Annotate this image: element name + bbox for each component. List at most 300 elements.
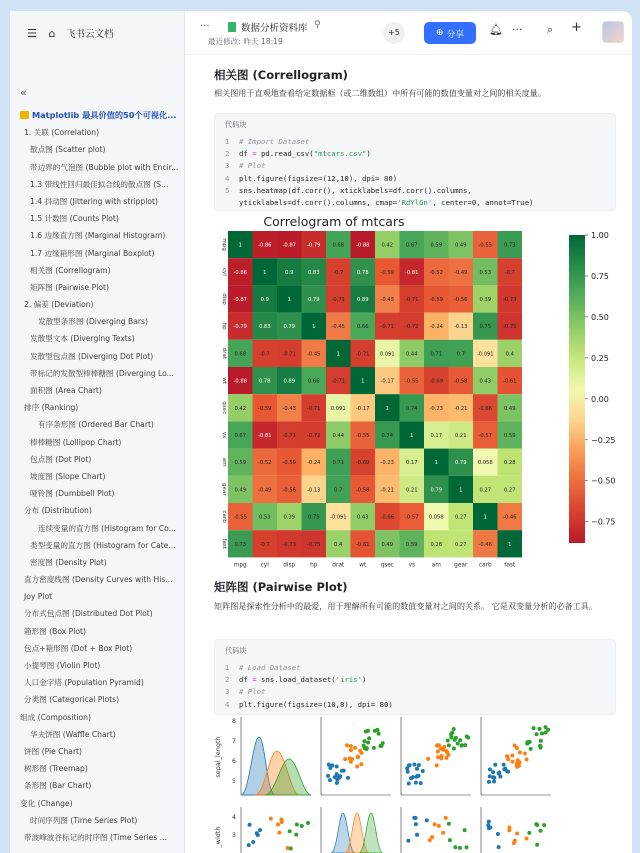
cell-label: -0.71 (356, 351, 370, 358)
cell-label: 0.71 (430, 351, 443, 358)
cell-label: 0.49 (234, 487, 247, 494)
scatter-point (377, 732, 381, 736)
outline-item[interactable] (10, 210, 185, 227)
cell-label: 0.4 (505, 351, 514, 358)
cell-label: 0.74 (381, 433, 394, 439)
cell-label: 0.17 (405, 460, 418, 467)
scatter-point (492, 776, 496, 780)
cell-label: 1 (263, 269, 267, 276)
scatter-point (453, 845, 457, 849)
cell-label: -0.21 (454, 405, 468, 412)
bell-icon[interactable]: 🔔︎ (489, 23, 503, 36)
outline-item-label: 树形图 (Treemap) (24, 764, 88, 774)
code-token: = (247, 675, 261, 685)
scatter-point (349, 748, 353, 752)
cell-label: -0.75 (503, 324, 517, 331)
cell-label: -0.87 (233, 297, 247, 303)
scatter-point (294, 833, 298, 837)
outline-item-label: 面积图 (Area Chart) (30, 386, 102, 395)
more-options-icon[interactable]: ··· (512, 23, 523, 36)
scatter-point (441, 831, 445, 835)
scatter-point (348, 756, 352, 760)
outline-item-label: 1. 关联 (Correlation) (24, 128, 100, 138)
cell-label: 0.78 (356, 269, 369, 276)
cell-label: -0.66 (380, 514, 394, 521)
cell-label: -0.23 (380, 460, 394, 467)
scatter-point (349, 744, 353, 748)
scatter-point (488, 767, 492, 771)
cell-label: 0.27 (454, 541, 467, 548)
cell-label: 0.53 (479, 269, 492, 276)
code-token: sns.heatmap(df.corr(), xticklabels=df.corr().columns, (239, 185, 472, 195)
cell-label: 0.49 (503, 405, 516, 412)
sidebar (10, 11, 185, 853)
outline-item[interactable] (10, 365, 185, 382)
outline-item[interactable] (10, 245, 185, 262)
scatter-point (505, 754, 509, 758)
outline-item[interactable] (10, 502, 185, 519)
cell-label: -0.52 (429, 269, 443, 276)
cell-label: -0.81 (258, 433, 272, 439)
colorbar-tick-label: 0.50 (591, 312, 609, 322)
cell-label: -0.17 (356, 405, 370, 412)
x-tick-label: vs (408, 562, 415, 569)
outline-item-label: 小提琴图 (Violin Plot) (24, 661, 101, 670)
scatter-point (326, 774, 330, 778)
doc-title[interactable]: 数据分析资料库 (241, 23, 308, 34)
x-tick-label: fast (504, 562, 516, 569)
y-tick-label: hp (221, 322, 227, 330)
outline-item[interactable] (10, 588, 185, 605)
scatter-point (436, 755, 440, 759)
code-block-correllogram[interactable] (214, 113, 616, 211)
outline-item[interactable] (10, 812, 185, 829)
cell-label: -0.61 (503, 378, 517, 385)
cell-label: 0.73 (234, 541, 247, 548)
scatter-point (539, 829, 543, 833)
outline-item-label: 带波峰波谷标记的时序图 (Time Series ... (24, 832, 167, 842)
cell-label: 0.21 (405, 487, 418, 494)
scatter-point (338, 774, 342, 778)
cell-label: 0.091 (330, 405, 346, 412)
outline-item-label: 1.4 抖动图 (Jittering with stripplot) (30, 196, 158, 206)
scatter-point (437, 824, 441, 828)
scatter-point (414, 822, 418, 826)
outline-item[interactable] (10, 416, 185, 433)
outline-item[interactable] (10, 399, 185, 416)
scatter-point (276, 823, 280, 827)
add-icon[interactable]: + (571, 20, 582, 35)
outline-item[interactable] (10, 760, 185, 777)
scatter-point (518, 750, 522, 754)
cell-label: 0.68 (332, 242, 345, 249)
avatar[interactable] (602, 21, 624, 43)
scatter-point (373, 729, 377, 733)
outline-item[interactable] (10, 348, 185, 365)
scatter-point (406, 839, 410, 843)
cell-label: -0.66 (478, 405, 492, 412)
scatter-point (497, 845, 501, 849)
outline-item-label: 人口金字塔 (Population Pyramid) (24, 678, 144, 688)
y-tick-label: qsec (221, 401, 227, 415)
code-token: "mtcars.csv" (313, 149, 367, 159)
outline-item-label: 分布 (Distribution) (24, 506, 92, 516)
outline-item-label: Joy Plot (24, 592, 53, 602)
cell-label: -0.23 (429, 405, 443, 412)
outline-item[interactable] (10, 159, 185, 176)
code-block-pairwise[interactable] (214, 639, 616, 715)
scatter-point (277, 831, 281, 835)
outline-root[interactable] (10, 107, 185, 124)
outline-item[interactable] (10, 313, 185, 330)
scatter-point (452, 727, 456, 731)
line-number: 4 (225, 699, 230, 709)
y-tick-label: 5 (232, 778, 236, 785)
cell-label: 0.67 (405, 242, 418, 249)
cell-label: -0.49 (454, 269, 468, 276)
code-token: pd.read_csv( (260, 149, 314, 159)
scatter-point (534, 822, 538, 826)
y-tick-label: 7 (232, 738, 236, 745)
outline-item[interactable] (10, 571, 185, 588)
scatter-point (335, 773, 339, 777)
x-tick-label: am (431, 562, 441, 569)
y-tick-label: 6 (232, 758, 236, 765)
section-heading-correllogram: 相关图 (Correllogram) (214, 68, 348, 82)
cell-label: -0.86 (258, 242, 272, 249)
outline-item[interactable] (10, 520, 185, 537)
colorbar-tick-label: 0.75 (591, 271, 609, 281)
doc-outline (10, 107, 185, 846)
outline-item[interactable] (10, 468, 185, 485)
cell-label: 0.89 (283, 378, 296, 385)
scatter-point (515, 832, 519, 836)
scatter-point (498, 775, 502, 779)
scatter-point (525, 757, 529, 761)
outline-item[interactable] (10, 124, 185, 141)
cell-label: -0.86 (233, 269, 247, 276)
scatter-point (415, 767, 419, 771)
code-token: # Plot (239, 161, 266, 171)
colorbar-tick-label: −0.75 (591, 517, 616, 527)
colorbar-tick-label: −0.50 (591, 476, 616, 486)
code-block-title: 代码块 (225, 120, 247, 129)
code-line (225, 173, 605, 185)
last-modified: 最近修改: 昨天 18:19 (208, 37, 283, 46)
scatter-point (426, 757, 430, 761)
outline-item[interactable] (10, 382, 185, 399)
cell-label: -0.21 (380, 487, 394, 494)
scatter-point (465, 734, 469, 738)
scatter-point (355, 764, 359, 768)
cell-label: 0.67 (234, 433, 247, 439)
scatter-point (510, 760, 514, 764)
pin-icon[interactable]: ⚲ (314, 20, 321, 30)
cell-label: -0.7 (259, 541, 270, 548)
y-tick-label: cyl (221, 267, 227, 276)
outline-item-label: 分类图 (Categorical Plots) (24, 695, 120, 705)
cell-label: 0.83 (258, 324, 271, 331)
cell-label: 0.49 (381, 541, 394, 548)
code-token: ) (366, 149, 371, 159)
scatter-point (359, 762, 363, 766)
code-token: # Load Dataset (239, 663, 301, 672)
outline-item[interactable] (10, 262, 185, 279)
colorbar-tick-label: 1.00 (591, 231, 609, 240)
scatter-point (258, 828, 262, 832)
scatter-point (414, 816, 418, 820)
outline-item[interactable] (10, 640, 185, 657)
cell-label: 1 (508, 541, 512, 548)
cell-label: 1 (483, 514, 487, 521)
scatter-point (525, 837, 529, 841)
share-button[interactable] (424, 22, 476, 44)
scatter-point (503, 767, 507, 771)
outline-item[interactable] (10, 141, 185, 158)
scatter-point (328, 778, 332, 782)
cell-label: 0.27 (503, 487, 516, 494)
scatter-point (463, 743, 467, 747)
scatter-point (532, 726, 536, 730)
scatter-point (538, 727, 542, 731)
cell-label: 0.75 (479, 324, 492, 331)
y-tick-label: gear (221, 483, 227, 496)
scatter-point (356, 755, 360, 759)
scatter-point (454, 736, 458, 740)
outline-item-label: 相关图 (Correllogram) (30, 265, 111, 275)
code-line (225, 160, 605, 172)
outline-item[interactable] (10, 777, 185, 794)
outline-item[interactable] (10, 193, 185, 210)
scatter-point (515, 765, 519, 769)
scatter-point (406, 770, 410, 774)
outline-item[interactable] (10, 537, 185, 554)
more-breadcrumb-icon[interactable]: ··· (200, 21, 210, 32)
cell-label: -0.46 (503, 514, 517, 521)
outline-item-label: 排序 (Ranking) (24, 403, 79, 413)
cell-label: 0.39 (479, 297, 492, 303)
outline-item-label: 变化 (Change) (20, 798, 73, 808)
outline-item-label: 分布式包点图 (Distributed Dot Plot) (24, 609, 153, 619)
scatter-point (415, 833, 419, 837)
scatter-point (436, 750, 440, 754)
app-window (10, 11, 632, 853)
cell-label: -0.88 (233, 378, 247, 385)
outline-item[interactable] (10, 485, 185, 502)
scatter-point (488, 826, 492, 830)
cell-label: 0.28 (430, 541, 443, 548)
outline-item-label: 矩阵图 (Pairwise Plot) (30, 282, 109, 292)
cell-label: -0.59 (258, 405, 272, 412)
cell-label: 0.43 (479, 378, 492, 385)
chart-title: Correlogram of mtcars (263, 214, 405, 229)
collapse-sidebar-icon[interactable]: « (20, 86, 27, 99)
outline-item[interactable] (10, 279, 185, 296)
scatter-point (444, 749, 448, 753)
cell-label: -0.55 (233, 514, 247, 521)
cell-label: -0.69 (429, 378, 443, 385)
line-number: 2 (225, 149, 230, 159)
y-tick-label: drat (221, 347, 227, 360)
outline-item[interactable] (10, 434, 185, 451)
outline-item[interactable] (10, 623, 185, 640)
y-tick-label: 8 (232, 718, 236, 725)
outline-item[interactable] (10, 176, 185, 193)
line-number: 4 (225, 173, 230, 183)
cell-label: -0.59 (429, 297, 443, 303)
x-tick-label: wt (359, 562, 367, 569)
outline-item-label: 1.6 边缘直方图 (Marginal Histogram) (30, 231, 166, 241)
outline-item[interactable] (10, 829, 185, 846)
section-desc-correllogram: 相关图用于直观地查看给定数据框（或二维数组）中所有可能的数值变量对之间的相关度量。 (214, 88, 546, 98)
scatter-point (346, 776, 350, 780)
outline-item[interactable] (10, 795, 185, 812)
scatter-point (269, 817, 273, 821)
code-token: plt.figure(figsize=(10,8), dpi= 80) (239, 699, 393, 709)
home-icon[interactable]: ⌂ (48, 26, 56, 40)
line-number: 2 (225, 675, 230, 685)
cell-label: 0.75 (307, 514, 320, 521)
outline-item[interactable] (10, 451, 185, 468)
scatter-point (343, 757, 347, 761)
sidebar-header (10, 11, 184, 55)
cell-label: 0.83 (307, 269, 320, 276)
outline-item-label: 散点图 (Scatter plot) (30, 145, 106, 155)
cell-label: 1 (361, 378, 365, 385)
outline-item[interactable] (10, 657, 185, 674)
scatter-point (417, 774, 421, 778)
scatter-point (510, 754, 514, 758)
cell-label: -0.091 (476, 351, 494, 358)
cell-label: 0.058 (428, 514, 444, 521)
scatter-point (544, 730, 548, 734)
code-token: 'RdYlGn' (397, 198, 433, 208)
cell-label: 0.27 (454, 514, 467, 521)
outline-item-label: 密度图 (Density Plot) (30, 557, 107, 567)
cell-label: -0.88 (356, 242, 370, 249)
outline-item[interactable] (10, 296, 185, 313)
scatter-point (450, 731, 454, 735)
cell-label: -0.72 (307, 433, 321, 439)
cell-label: -0.43 (380, 297, 394, 303)
outline-item-label: 有序条形图 (Ordered Bar Chart) (38, 420, 154, 430)
collaborators-count[interactable]: +5 (383, 22, 405, 44)
outline-item[interactable] (10, 709, 185, 726)
outline-item[interactable] (10, 743, 185, 760)
cell-label: -0.69 (356, 460, 370, 467)
cell-label: -0.58 (356, 487, 370, 494)
cell-label: -0.56 (454, 297, 468, 303)
scatter-point (487, 780, 491, 784)
code-token: 'iris' (335, 675, 363, 685)
cell-label: 0.73 (503, 242, 516, 249)
cell-label: 0.59 (405, 541, 418, 548)
scatter-point (421, 769, 425, 773)
cell-label: 0.44 (405, 351, 418, 358)
scatter-point (535, 732, 539, 736)
section-heading-pairwise: 矩阵图 (Pairwise Plot) (214, 580, 348, 594)
scatter-point (430, 835, 434, 839)
code-lines (225, 662, 605, 711)
cell-label: 0.091 (379, 351, 395, 358)
outline-item[interactable] (10, 554, 185, 571)
cell-label: -0.55 (356, 433, 370, 439)
outline-item-label: 包点图 (Dot Plot) (30, 454, 92, 464)
cell-label: 0.79 (454, 460, 467, 467)
outline-item-label: 连续变量的直方图 (Histogram for Co... (38, 523, 176, 533)
scatter-point (367, 736, 371, 740)
cell-label: -0.55 (478, 242, 492, 249)
scatter-point (447, 822, 451, 826)
sheet-icon (228, 22, 236, 32)
outline-item[interactable] (10, 674, 185, 691)
scatter-point (247, 843, 251, 847)
scatter-point (366, 740, 370, 744)
scatter-point (456, 741, 460, 745)
menu-icon[interactable]: ☰ (27, 26, 37, 40)
cell-label: -0.57 (478, 433, 492, 439)
scatter-point (330, 764, 334, 768)
cell-label: 0.66 (356, 324, 369, 331)
cell-label: -0.71 (331, 378, 345, 385)
scatter-point (353, 746, 357, 750)
y-tick-label: wt (221, 377, 227, 384)
cell-label: -0.45 (331, 324, 345, 331)
cell-label: -0.71 (307, 405, 321, 412)
outline-item[interactable] (10, 726, 185, 743)
scatter-point (491, 770, 495, 774)
scatter-point (447, 743, 451, 747)
scatter-point (366, 729, 370, 733)
cell-label: -0.55 (405, 378, 419, 385)
cell-label: -0.7 (259, 351, 270, 358)
colorbar (569, 235, 585, 543)
outline-item-label: 1.5 计数图 (Counts Plot) (30, 214, 119, 224)
code-token: , center=0, annot=True) (432, 198, 534, 208)
outline-item[interactable] (10, 691, 185, 708)
cell-label: -0.45 (307, 351, 321, 358)
outline-item[interactable] (10, 330, 185, 347)
code-line (225, 197, 605, 209)
y-tick-label: disp (221, 293, 227, 305)
cell-label: 0.21 (454, 433, 467, 439)
code-token: = (247, 149, 261, 159)
cell-label: -0.43 (282, 405, 296, 412)
line-number: 5 (225, 185, 230, 195)
scatter-point (446, 753, 450, 757)
cell-label: 0.9 (260, 297, 269, 303)
outline-item[interactable] (10, 605, 185, 622)
scatter-point (255, 831, 259, 835)
scatter-point (513, 839, 517, 843)
pairwise-chart (214, 717, 618, 853)
book-icon (20, 111, 29, 119)
scatter-point (425, 818, 429, 822)
outline-item-label: 哑铃图 (Dumbbell Plot) (30, 489, 115, 499)
outline-item-label: 类型变量的直方图 (Histogram for Cate... (30, 540, 176, 550)
code-line (225, 686, 605, 698)
cell-label: 0.89 (356, 297, 369, 303)
code-token: # Plot (239, 687, 266, 697)
cell-label: -0.7 (333, 269, 344, 276)
cell-label: -0.75 (307, 541, 321, 548)
x-tick-label: drat (332, 562, 345, 569)
outline-item[interactable] (10, 227, 185, 244)
cell-label: -0.73 (282, 541, 296, 548)
code-line (225, 674, 605, 686)
code-token: plt.figure(figsize=(12,10), dpi= 80) (239, 173, 398, 183)
search-icon[interactable]: ⌕ (547, 23, 554, 36)
